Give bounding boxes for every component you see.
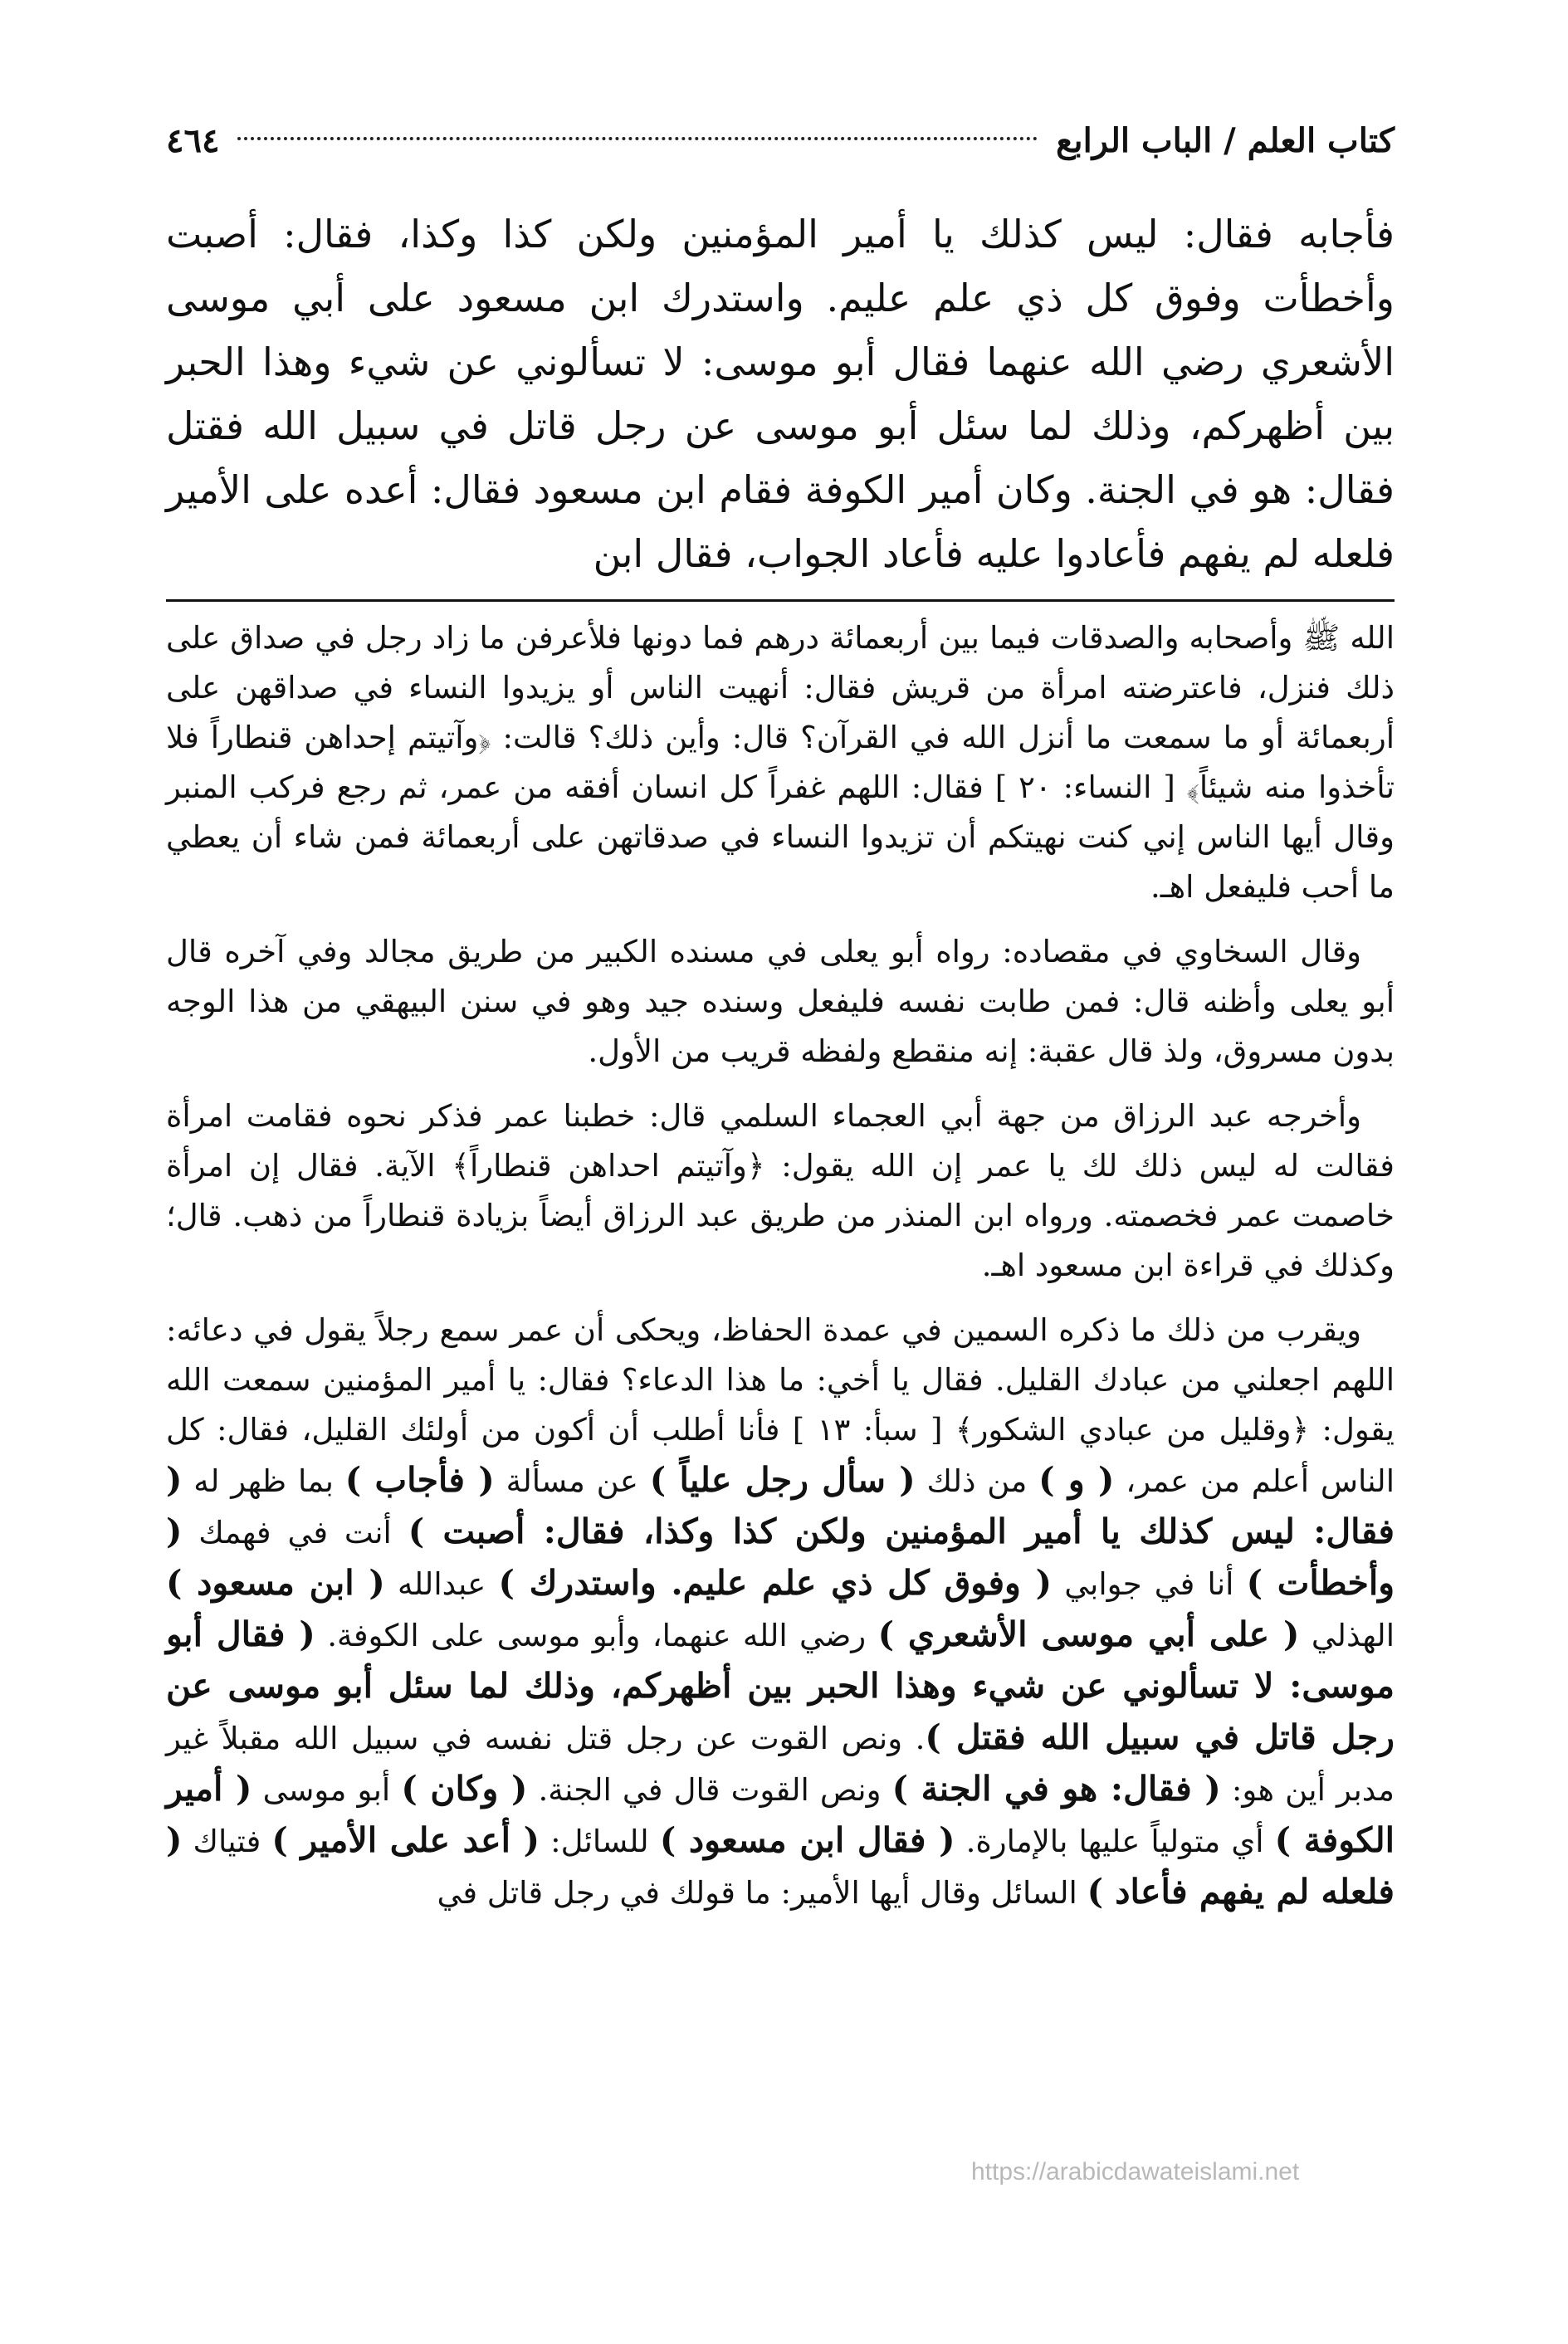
chapter-title: كتاب العلم / الباب الرابع: [1056, 121, 1395, 160]
quoted-segment: ( فلعله لم يفهم فأعاد ): [166, 1820, 1395, 1912]
footnote-separator: [166, 599, 1395, 602]
watermark: https://arabicdawateislami.net: [971, 2158, 1300, 2185]
quoted-segment: ( ابن مسعود ): [166, 1563, 385, 1603]
quoted-segment: ( فأجاب ): [344, 1460, 495, 1500]
main-text: [166, 203, 1395, 586]
page-number: ٤٦٤: [166, 121, 220, 160]
quoted-segment: ( فقال: ليس كذلك يا أمير المؤمنين ولكن كذا وكذا، فقال: أصبت ): [166, 1460, 1395, 1551]
commentary-segment: بما ظهر له: [182, 1463, 345, 1499]
quoted-segment: ( وأخطأت ): [166, 1511, 1395, 1603]
quoted-segment: ( أمير الكوفة ): [166, 1769, 1395, 1860]
commentary-segment: للسائل:: [540, 1824, 660, 1859]
quoted-segment: ( فقال أبو موسى: لا تسألوني عن شيء وهذا الحبر بين أظهركم، وذلك لما سئل أبو موسى عن رجل قاتل في سبيل الله فقتل ): [166, 1614, 1395, 1757]
commentary-segment: عبدالله: [384, 1566, 499, 1602]
commentary-segment: أي متولياً عليها بالإمارة.: [955, 1824, 1275, 1859]
commentary-segment: السائل وقال أيها الأمير: ما قولك في رجل قاتل في: [437, 1875, 1087, 1911]
footnote-paragraph: وقال السخاوي في مقصاده: رواه أبو يعلى في مسنده الكبير من طريق مجالد وفي آخره قال أبو يعلى وأظنه قال: فمن طابت نفسه فليفعل وسنده جيد وهو في سنن البيهقي من هذا الوجه بدون مسروق، ولذ قال عقبة: إنه منقطع ولفظه قريب من الأول.: [166, 934, 1395, 1069]
commentary-segment: فتياك: [182, 1824, 272, 1859]
commentary-segment: . ونص القوت عن رجل قتل نفسه في سبيل الله مقبلاً غير مدبر أين هو:: [166, 1721, 1395, 1808]
book-page: [166, 116, 1395, 1918]
commentary-segment: رضي الله عنهما، وأبو موسى على الكوفة.: [315, 1618, 878, 1653]
quoted-segment: ( سأل رجل علياً ): [649, 1460, 916, 1500]
dot-leader: [237, 137, 1038, 140]
quoted-segment: ( على أبي موسى الأشعري ): [877, 1614, 1300, 1654]
quoted-segment: ( وكان ): [401, 1769, 528, 1809]
quoted-segment: ( أعد على الأمير ): [271, 1820, 540, 1860]
quoted-segment: ( فقال: هو في الجنة ): [891, 1769, 1221, 1809]
footnote-paragraph: وأخرجه عبد الرزاق من جهة أبي العجماء السلمي قال: خطبنا عمر فذكر نحوه فقامت امرأة فقالت له ليس ذلك لك يا عمر إن الله يقول: ﴿وآتيتم احداهن قنطاراً﴾ الآية. فقال إن امرأة خاصمت عمر فخصمته. ورواه ابن المنذر من طريق عبد الرزاق أيضاً بزيادة قنطاراً من ذهب. قال؛ وكذلك في قراءة ابن مسعود اهـ.: [166, 1098, 1395, 1283]
running-head: [166, 116, 1395, 174]
commentary-segment: من ذلك: [915, 1463, 1039, 1499]
commentary-segment: ونص القوت قال في الجنة.: [527, 1772, 892, 1808]
footnote-paragraph: الله ﷺ وأصحابه والصدقات فيما بين أربعمائة درهم فما دونها فلأعرفن ما زاد رجل في صداق على ذلك فنزل، فاعترضته امرأة من قريش فقال: أنهيت الناس أو يزيدوا النساء في صداقهن على أربعمائة أو ما سمعت ما أنزل الله في القرآن؟ قال: وأين ذلك؟ قالت: ﴿وآتيتم إحداهن قنطاراً فلا تأخذوا منه شيئاً﴾ [ النساء: ٢٠ ] فقال: اللهم غفراً كل انسان أفقه من عمر، ثم رجع فركب المنبر وقال أيها الناس إني كنت نهيتكم أن تزيدوا النساء في صدقاتهن على أربعمائة فمن شاء أن يعطي ما أحب فليفعل اهـ.: [166, 620, 1395, 905]
commentary-segment: ويقرب من ذلك ما ذكره السمين في عمدة الحفاظ، ويحكى أن عمر سمع رجلاً يقول في دعائه: اللهم اجعلني من عبادك القليل. فقال يا أخي: ما هذا الدعاء؟ فقال: يا أمير المؤمنين سمعت الله يقول: ﴿وقليل من عبادي الشكور﴾ [ سبأ: ١٣ ] فأنا أطلب أن أكون من أولئك القليل، فقال: كل الناس أعلم من عمر،: [166, 1312, 1395, 1499]
footnotes: [166, 613, 1395, 1291]
quoted-segment: ( فقال ابن مسعود ): [659, 1820, 955, 1860]
commentary-segment: أنا في جوابي: [1051, 1566, 1247, 1602]
main-paragraph: فأجابه فقال: ليس كذلك يا أمير المؤمنين ولكن كذا وكذا، فقال: أصبت وأخطأت وفوق كل ذي علم عليم. واستدرك ابن مسعود على أبي موسى الأشعري رضي الله عنهما فقال أبو موسى: لا تسألوني عن شيء وهذا الحبر بين أظهركم، وذلك لما سئل أبو موسى عن رجل قاتل في سبيل الله فقتل فقال: هو في الجنة. وكان أمير الكوفة فقام ابن مسعود فقال: أعده على الأمير فلعله لم يفهم فأعادوا عليه فأعاد الجواب، فقال ابن: [166, 212, 1395, 576]
quoted-segment: ( و ): [1038, 1460, 1115, 1500]
commentary-paragraph: [166, 1306, 1395, 1918]
commentary-segment: الهذلي: [1299, 1618, 1395, 1653]
commentary-segment: أبو موسى: [252, 1772, 402, 1808]
commentary-segment: أنت في فهمك: [182, 1515, 408, 1550]
commentary-segment: عن مسألة: [494, 1463, 650, 1499]
quoted-segment: ( وفوق كل ذي علم عليم. واستدرك ): [498, 1563, 1052, 1603]
commentary: [166, 1306, 1395, 1918]
